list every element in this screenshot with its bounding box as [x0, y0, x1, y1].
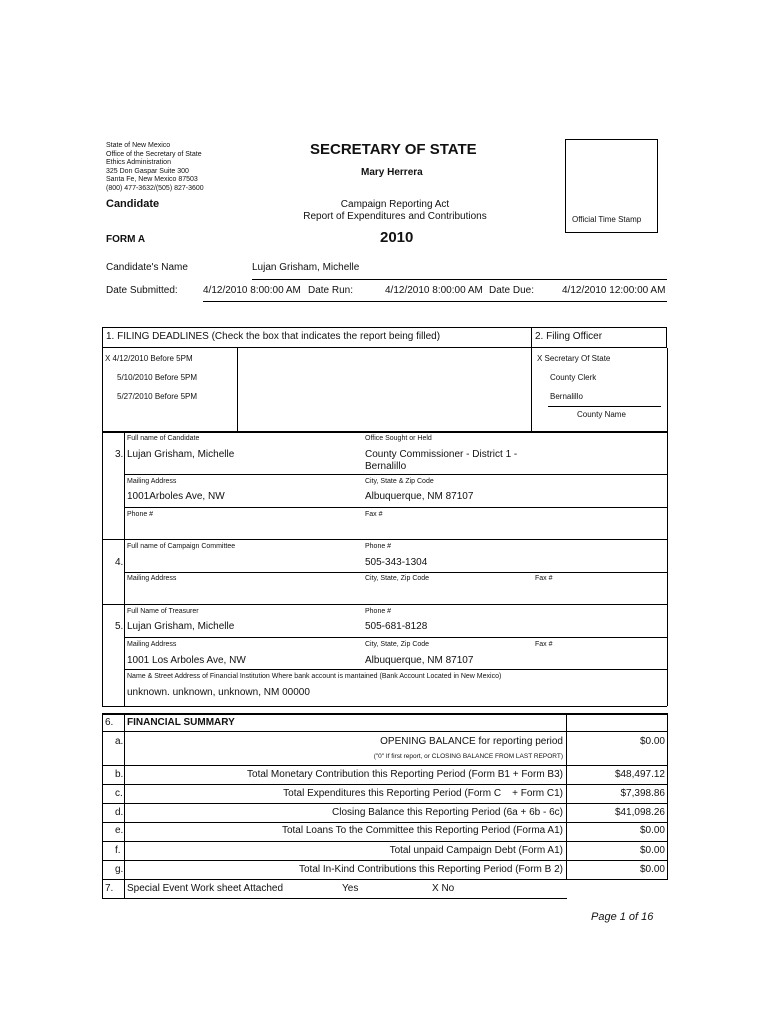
city-state-zip-label: City, State & Zip Code: [365, 478, 434, 485]
county-value: Bernalillo: [550, 392, 583, 401]
opening-balance-note: ("0" If first report, or CLOSING BALANCE FROM LAST REPORT): [373, 753, 563, 760]
summary-value-divider: [566, 713, 567, 880]
section6-number: 6.: [105, 717, 114, 728]
section3-divider-1: [124, 474, 667, 475]
summary-row-d-label: Closing Balance this Reporting Period (6a + 6b - 6c): [332, 807, 563, 818]
office-sought-label: Office Sought or Held: [365, 435, 432, 442]
phone-label: Phone #: [127, 511, 154, 518]
dates-underline: [203, 301, 667, 302]
treasurer-name-value: Lujan Grisham, Michelle: [127, 621, 235, 632]
summary-bottom-border: [102, 898, 567, 899]
summary-row-g-letter: g.: [115, 864, 124, 875]
summary-row-c-letter: c.: [115, 788, 123, 799]
section7-number: 7.: [105, 883, 114, 894]
summary-row-d-border: [102, 822, 667, 823]
office-line: State of New Mexico: [106, 142, 171, 149]
sections-num-divider: [124, 431, 125, 706]
section3-top-border: [102, 431, 667, 433]
committee-name-label: Full name of Campaign Committee: [127, 543, 236, 550]
committee-city-label: City, State, Zip Code: [365, 575, 430, 582]
candidate-heading: Candidate: [106, 198, 160, 210]
date-submitted-value: 4/12/2010 8:00:00 AM: [203, 285, 301, 296]
summary-row-a-border: [102, 765, 667, 766]
summary-row-b-value: $48,497.12: [614, 769, 665, 780]
section3-divider-2: [124, 507, 667, 508]
filing-right-divider: [531, 348, 532, 431]
summary-row-f-label: Total unpaid Campaign Debt (Form A1): [389, 845, 563, 856]
date-due-value: 4/12/2010 12:00:00 AM: [562, 285, 666, 296]
candidate-name-underline: [252, 279, 667, 280]
date-run-label: Date Run:: [308, 285, 354, 296]
committee-mailing-label: Mailing Address: [127, 575, 177, 582]
secretary-name: Mary Herrera: [361, 167, 423, 178]
treasurer-mailing-label: Mailing Address: [127, 641, 177, 648]
summary-row-e-letter: e.: [115, 825, 124, 836]
summary-row-c-label: Total Expenditures this Reporting Period (Form C + Form C1): [283, 788, 563, 799]
summary-row-g-label: Total In-Kind Contributions this Reporting Period (Form B 2): [298, 864, 563, 875]
page-number: Page 1 of 16: [591, 911, 654, 923]
bank-label: Name & Street Address of Financial Institution Where bank account is mantained (Bank Account Located in New Mexico): [127, 673, 502, 680]
summary-row-f-letter: f.: [115, 845, 121, 856]
office-line: 325 Don Gaspar Suite 300: [106, 167, 189, 175]
summary-top-border: [102, 713, 667, 715]
summary-row-f-border: [102, 860, 667, 861]
act-line-2: Report of Expenditures and Contributions: [303, 211, 487, 222]
treasurer-phone-value: 505-681-8128: [365, 621, 428, 632]
section4-divider-1: [124, 572, 667, 573]
summary-row-d-letter: d.: [115, 807, 124, 818]
treasurer-name-label: Full Name of Treasurer: [127, 608, 199, 615]
bank-value: unknown. unknown, unknown, NM 00000: [127, 687, 310, 698]
summary-row-a-label: OPENING BALANCE for reporting period: [380, 736, 563, 747]
mailing-address-label: Mailing Address: [127, 478, 177, 485]
section5-bottom-border: [102, 706, 667, 707]
committee-fax-label: Fax #: [535, 575, 553, 582]
section3-number: 3.: [115, 449, 124, 460]
section5-number: 5.: [115, 621, 124, 632]
special-event-yes[interactable]: Yes: [342, 883, 359, 894]
special-event-label: Special Event Work sheet Attached: [127, 883, 284, 894]
office-sought-value-1: County Commissioner - District 1 -: [365, 449, 518, 460]
date-due-label: Date Due:: [489, 285, 535, 296]
summary-row-a-letter: a.: [115, 736, 124, 747]
treasurer-city-label: City, State, Zip Code: [365, 641, 430, 648]
sections-right-border: [667, 431, 668, 706]
treasurer-phone-label: Phone #: [365, 608, 392, 615]
section5-divider-2: [124, 669, 667, 670]
summary-row-e-value: $0.00: [639, 825, 665, 836]
section4-number: 4.: [115, 557, 124, 568]
section3-bottom-border: [102, 539, 667, 540]
filing-mid-divider: [237, 348, 238, 431]
financial-summary-title: FINANCIAL SUMMARY: [127, 717, 235, 728]
act-line-1: Campaign Reporting Act: [340, 199, 450, 210]
form-label: FORM A: [106, 234, 146, 245]
summary-row-f-value: $0.00: [639, 845, 665, 856]
office-address: [106, 142, 204, 193]
filing-header-divider: [531, 327, 532, 348]
filing-deadlines-header: 1. FILING DEADLINES (Check the box that indicates the report being filled): [106, 331, 441, 342]
summary-row-d-value: $41,098.26: [614, 807, 665, 818]
county-underline: [548, 406, 661, 407]
date-run-value: 4/12/2010 8:00:00 AM: [385, 285, 483, 296]
candidate-name-value: Lujan Grisham, Michelle: [252, 262, 360, 273]
summary-row-c-border: [102, 803, 667, 804]
section5-divider-1: [124, 637, 667, 638]
summary-num-divider: [124, 713, 125, 899]
treasurer-mailing-value: 1001 Los Arboles Ave, NW: [127, 655, 246, 666]
treasurer-city-value: Albuquerque, NM 87107: [365, 655, 474, 666]
committee-phone-value: 505-343-1304: [365, 557, 428, 568]
special-event-no[interactable]: X No: [432, 883, 455, 894]
time-stamp-label: Official Time Stamp: [572, 215, 642, 224]
summary-row-e-label: Total Loans To the Committee this Reporting Period (Forma A1): [281, 825, 563, 836]
filing-officer-header: 2. Filing Officer: [535, 331, 603, 342]
summary-row-e-border: [102, 841, 667, 842]
page-title: SECRETARY OF STATE: [310, 141, 477, 158]
filing-left-border: [102, 348, 103, 431]
summary-left-border: [102, 713, 103, 899]
summary-row-c-value: $7,398.86: [620, 788, 665, 799]
summary-header-divider: [102, 731, 667, 732]
officer-option-1[interactable]: X Secretary Of State: [537, 354, 611, 363]
candidate-fullname-label: Full name of Candidate: [127, 435, 200, 442]
office-line: Santa Fe, New Mexico 87503: [106, 176, 198, 183]
section4-bottom-border: [102, 604, 667, 605]
summary-row-g-border: [102, 879, 667, 880]
county-name-label: County Name: [577, 410, 626, 419]
fax-label: Fax #: [365, 511, 383, 518]
summary-row-b-letter: b.: [115, 769, 124, 780]
deadline-option-3[interactable]: 5/27/2010 Before 5PM: [117, 392, 198, 401]
committee-phone-label: Phone #: [365, 543, 392, 550]
summary-row-b-border: [102, 784, 667, 785]
summary-row-b-label: Total Monetary Contribution this Reporting Period (Form B1 + Form B3): [247, 769, 563, 780]
candidate-fullname-value: Lujan Grisham, Michelle: [127, 449, 235, 460]
officer-option-2[interactable]: County Clerk: [550, 373, 597, 382]
filing-right-border: [667, 348, 668, 431]
office-line: Office of the Secretary of State: [106, 150, 202, 158]
treasurer-fax-label: Fax #: [535, 641, 553, 648]
date-submitted-label: Date Submitted:: [106, 285, 178, 296]
mailing-address-value: 1001Arboles Ave, NW: [127, 491, 225, 502]
deadline-option-1[interactable]: X 4/12/2010 Before 5PM: [105, 354, 193, 363]
office-line: Ethics Administration: [106, 159, 171, 166]
summary-row-a-value: $0.00: [639, 736, 665, 747]
summary-right-border: [667, 713, 668, 880]
deadline-option-2[interactable]: 5/10/2010 Before 5PM: [117, 373, 198, 382]
candidate-name-label: Candidate's Name: [106, 262, 188, 273]
office-sought-value-2: Bernalillo: [365, 461, 407, 472]
report-year: 2010: [380, 229, 414, 246]
summary-row-g-value: $0.00: [639, 864, 665, 875]
city-state-zip-value: Albuquerque, NM 87107: [365, 491, 474, 502]
sections-left-border: [102, 431, 103, 706]
office-line: (800) 477-3632/(505) 827-3600: [106, 184, 204, 192]
